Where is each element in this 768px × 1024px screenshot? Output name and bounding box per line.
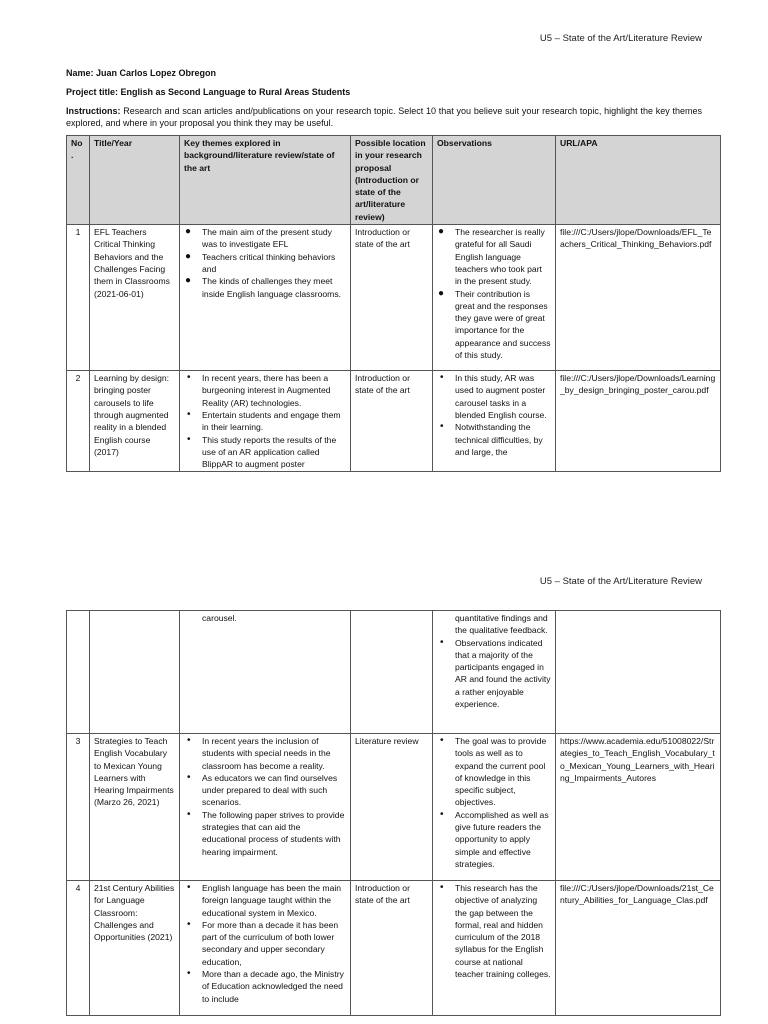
row-title — [90, 611, 180, 734]
theme-item: • More than a decade ago, the Ministry of Education acknowledged the need to include — [202, 968, 346, 1005]
row-observations — [433, 734, 556, 881]
row-location: Literature review — [351, 734, 433, 881]
header-key-themes: Key themes explored in background/literature review/state of the art — [180, 136, 351, 225]
row-number: 1 — [67, 225, 90, 371]
table-row — [67, 225, 721, 371]
header-title-year: Title/Year — [90, 136, 180, 225]
observation-item: • Observations indicated that a majority of the participants engaged in AR and found the activity a rather enjoyable experience. — [455, 637, 551, 711]
instructions-label: Instructions: — [66, 106, 121, 116]
name-label: Name: — [66, 68, 94, 78]
row-observations — [433, 371, 556, 472]
observation-item: • In this study, AR was used to augment poster carousel tasks in a blended English course. — [455, 372, 551, 421]
row-observations — [433, 225, 556, 371]
row-title: Learning by design: bringing poster carousels to life through augmented reality in a blended English course (2017) — [90, 371, 180, 472]
observation-item: • Notwithstanding the technical difficulties, by and large, the — [455, 421, 551, 458]
table-row — [67, 734, 721, 881]
row-url: file:///C:/Users/jlope/Downloads/Learning_by_design_bringing_poster_carou.pdf — [556, 371, 721, 472]
running-header: U5 – State of the Art/Literature Review — [539, 576, 702, 587]
student-name-line — [66, 67, 702, 79]
observation-item: • This research has the objective of analyzing the gap between the formal, real and hidden curriculum of the 2018 syllabus for the English course at national teacher training colleges. — [455, 882, 551, 980]
row-themes — [180, 611, 351, 734]
theme-item: ● Teachers critical thinking behaviors and — [202, 251, 346, 276]
row-url — [556, 611, 721, 734]
theme-continuation: carousel. — [202, 613, 237, 623]
row-location: Introduction or state of the art — [351, 881, 433, 1016]
header-no: No . — [67, 136, 90, 225]
theme-item: • In recent years, there has been a burgeoning interest in Augmented Reality (AR) technologies. — [202, 372, 346, 409]
table-row — [67, 881, 721, 1016]
header-possible-location: Possible location in your research proposal (Introduction or state of the art/literature review) — [351, 136, 433, 225]
row-url: file:///C:/Users/jlope/Downloads/21st_Century_Abilities_for_Language_Clas.pdf — [556, 881, 721, 1016]
table-row-continuation — [67, 611, 721, 734]
literature-review-table-continued — [66, 610, 721, 1016]
row-themes — [180, 371, 351, 472]
row-observations — [433, 611, 556, 734]
theme-item: • Entertain students and engage them in their learning. — [202, 409, 346, 434]
row-title: 21st Century Abilities for Language Classroom: Challenges and Opportunities (2021) — [90, 881, 180, 1016]
instructions-text: Research and scan articles and/publications on your research topic. Select 10 that you believe suit your research topic, highlight the key themes explored, and where in your proposal you think they may be useful. — [66, 106, 702, 128]
name-value: Juan Carlos Lopez Obregon — [96, 68, 217, 78]
observation-item: • The goal was to provide tools as well as to expand the current pool of knowledge in this specific subject, objectives. — [455, 735, 551, 809]
document-page-2 — [0, 520, 768, 1024]
row-number: 4 — [67, 881, 90, 1016]
observation-item: ● Their contribution is great and the responses they gave were of great importance for the appearance and success of this study. — [455, 288, 551, 362]
table-header-row — [67, 136, 721, 225]
theme-item: • English language has been the main foreign language taught within the educational system in Mexico. — [202, 882, 346, 919]
theme-item: • In recent years the inclusion of students with special needs in the classroom has become a reality. — [202, 735, 346, 772]
row-title: Strategies to Teach English Vocabulary to Mexican Young Learners with Hearing Impairments (Marzo 26, 2021) — [90, 734, 180, 881]
theme-item: • For more than a decade it has been part of the curriculum of both lower secondary and upper secondary education, — [202, 919, 346, 968]
row-url: https://www.academia.edu/51008022/Strategies_to_Teach_English_Vocabulary_to_Mexican_Young_Learners_with_Hearing_Impairments_Autores — [556, 734, 721, 881]
row-title: EFL Teachers Critical Thinking Behaviors and the Challenges Facing them in Classrooms (2021-06-01) — [90, 225, 180, 371]
table-row — [67, 371, 721, 472]
row-themes — [180, 881, 351, 1016]
observation-item: • Accomplished as well as give future readers the opportunity to apply simple and effective strategies. — [455, 809, 551, 870]
row-themes — [180, 734, 351, 881]
instructions-paragraph — [66, 105, 702, 129]
theme-item: • As educators we can find ourselves under prepared to deal with such scenarios. — [202, 772, 346, 809]
row-number: 2 — [67, 371, 90, 472]
running-header: U5 – State of the Art/Literature Review — [539, 33, 702, 44]
project-value: English as Second Language to Rural Areas Students — [120, 87, 351, 97]
row-location: Introduction or state of the art — [351, 225, 433, 371]
header-observations: Observations — [433, 136, 556, 225]
project-label: Project title: — [66, 87, 119, 97]
row-observations — [433, 881, 556, 1016]
row-url: file:///C:/Users/jlope/Downloads/EFL_Teachers_Critical_Thinking_Behaviors.pdf — [556, 225, 721, 371]
row-location: Introduction or state of the art — [351, 371, 433, 472]
row-themes — [180, 225, 351, 371]
row-number: 3 — [67, 734, 90, 881]
theme-item: • This study reports the results of the use of an AR application called BlippAR to augment poster — [202, 434, 346, 471]
observation-continuation: quantitative findings and the qualitative feedback. — [455, 613, 548, 636]
row-location — [351, 611, 433, 734]
theme-item: ● The main aim of the present study was to investigate EFL — [202, 226, 346, 251]
theme-item: ● The kinds of challenges they meet inside English language classrooms. — [202, 275, 346, 300]
literature-review-table — [66, 135, 721, 472]
theme-item: • The following paper strives to provide strategies that can aid the educational process of students with hearing impairment. — [202, 809, 346, 858]
header-url-apa: URL/APA — [556, 136, 721, 225]
row-number — [67, 611, 90, 734]
project-title-line — [66, 86, 702, 98]
observation-item: ● The researcher is really grateful for all Saudi English language teachers who took part in the present study. — [455, 226, 551, 287]
